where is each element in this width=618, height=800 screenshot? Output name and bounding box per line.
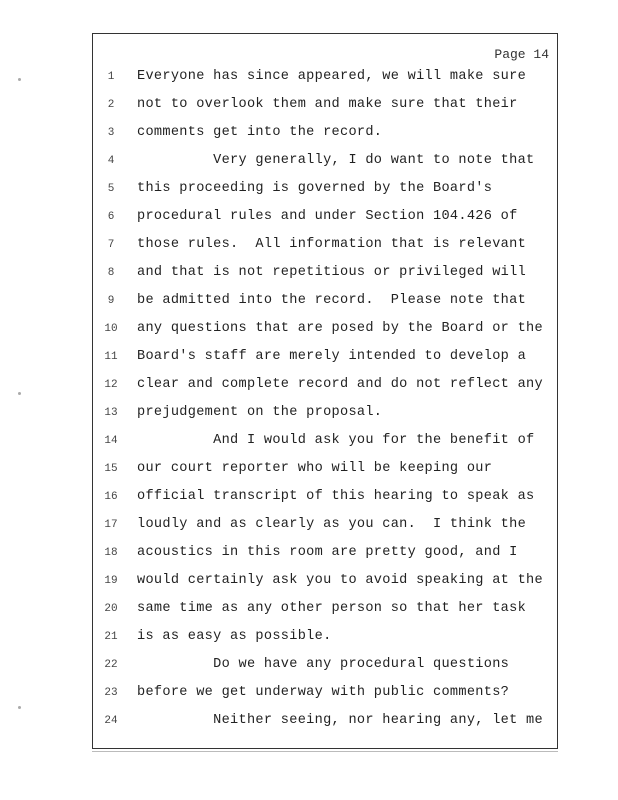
line-number: 19 (104, 575, 118, 587)
transcript-line: be admitted into the record. Please note that (137, 293, 527, 308)
line-number: 1 (107, 71, 115, 83)
transcript-line: before we get underway with public comments? (137, 685, 510, 700)
line-number: 13 (104, 407, 118, 419)
transcript-line: any questions that are posed by the Board or the (137, 321, 543, 336)
transcript-line: our court reporter who will be keeping our (137, 461, 493, 476)
line-number: 22 (104, 659, 118, 671)
transcript-line: procedural rules and under Section 104.426 of (137, 209, 518, 224)
transcript-line: is as easy as possible. (137, 629, 332, 644)
transcript-line: acoustics in this room are pretty good, and I (137, 545, 518, 560)
transcript-line: same time as any other person so that her task (137, 601, 527, 616)
transcript-line: Everyone has since appeared, we will make sure (137, 69, 527, 84)
line-number: 3 (107, 127, 115, 139)
transcript-line: Neither seeing, nor hearing any, let me (137, 713, 543, 728)
margin-mark (18, 706, 21, 709)
transcript-line: prejudgement on the proposal. (137, 405, 383, 420)
line-number: 12 (104, 379, 118, 391)
transcript-line: would certainly ask you to avoid speaking at the (137, 573, 543, 588)
transcript-line: those rules. All information that is relevant (137, 237, 527, 252)
transcript-line: official transcript of this hearing to speak as (137, 489, 535, 504)
line-number: 16 (104, 491, 118, 503)
page-number-label: Page 14 (494, 47, 549, 62)
line-number: 11 (104, 351, 118, 363)
transcript-line: and that is not repetitious or privileged will (137, 265, 527, 280)
transcript-line: Board's staff are merely intended to develop a (137, 349, 527, 364)
line-number: 6 (107, 211, 115, 223)
line-number: 4 (107, 155, 115, 167)
line-number: 7 (107, 239, 115, 251)
transcript-line: comments get into the record. (137, 125, 383, 140)
line-number: 20 (104, 603, 118, 615)
transcript-line: And I would ask you for the benefit of (137, 433, 535, 448)
transcript-line: Very generally, I do want to note that (137, 153, 535, 168)
margin-mark (18, 78, 21, 81)
line-number: 10 (104, 323, 118, 335)
transcript-line: this proceeding is governed by the Board's (137, 181, 493, 196)
transcript-line: not to overlook them and make sure that their (137, 97, 518, 112)
transcript-line: Do we have any procedural questions (137, 657, 510, 672)
line-number: 14 (104, 435, 118, 447)
line-number: 8 (107, 267, 115, 279)
line-number: 9 (107, 295, 115, 307)
line-number: 23 (104, 687, 118, 699)
transcript-line: loudly and as clearly as you can. I think the (137, 517, 527, 532)
bottom-rule (92, 751, 558, 752)
line-number: 21 (104, 631, 118, 643)
line-number: 24 (104, 715, 118, 727)
line-number: 17 (104, 519, 118, 531)
line-number: 18 (104, 547, 118, 559)
line-number: 15 (104, 463, 118, 475)
line-number: 5 (107, 183, 115, 195)
margin-mark (18, 392, 21, 395)
line-number: 2 (107, 99, 115, 111)
transcript-line: clear and complete record and do not reflect any (137, 377, 543, 392)
